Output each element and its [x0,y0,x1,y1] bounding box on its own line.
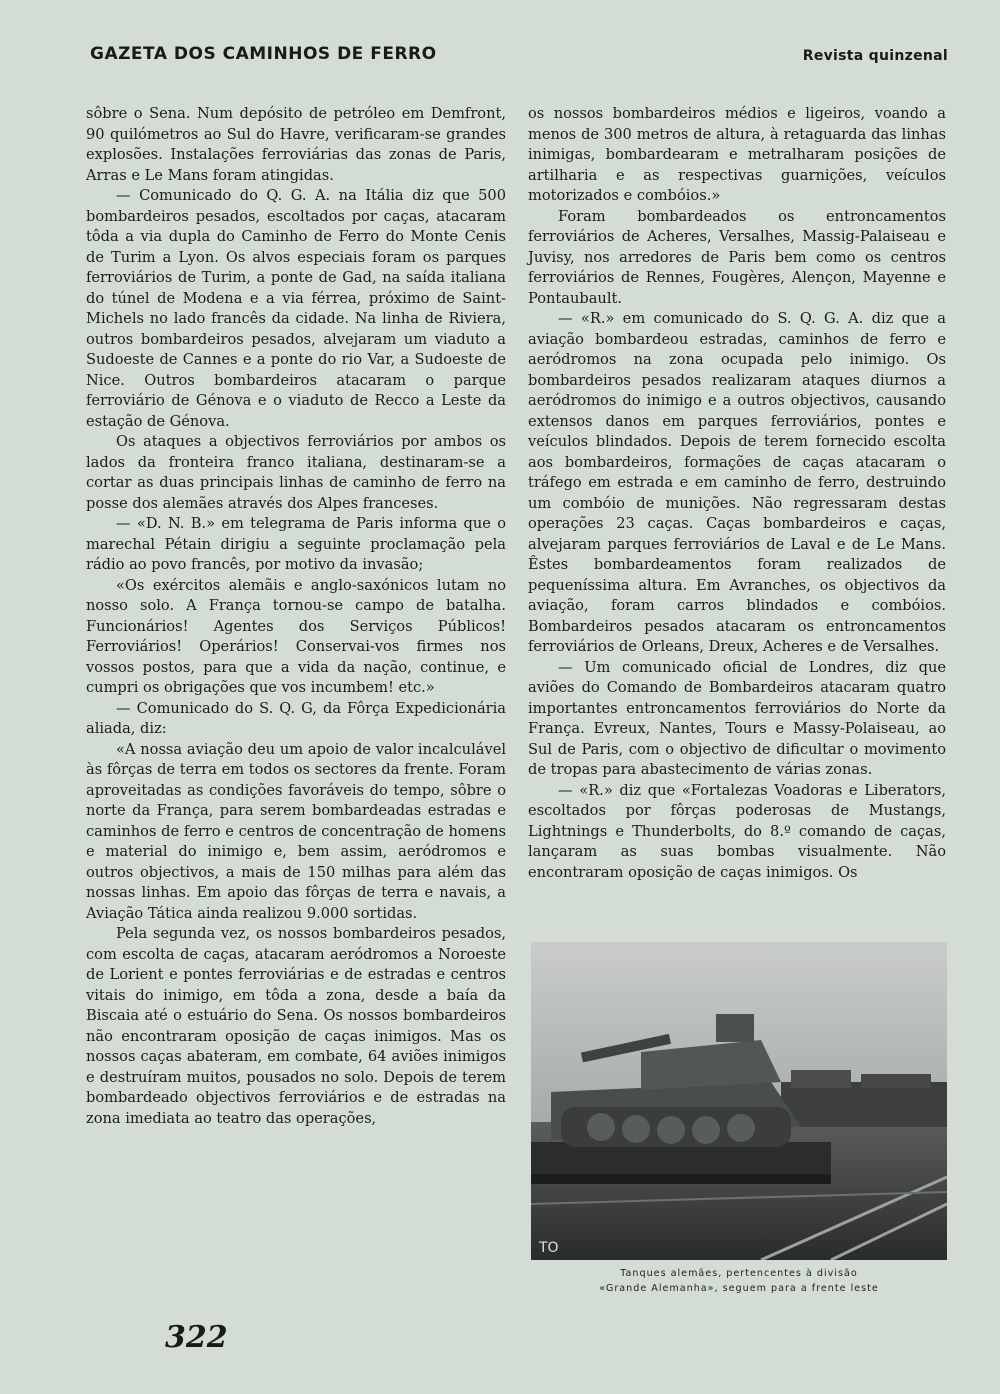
paragraph: Os ataques a objectivos ferroviários por ambos os lados da fronteira franco italiana, destinaram-se a cortar as duas principais linhas de caminho de ferro na posse dos alemães através dos Alpes franceses. [86,433,506,512]
paragraph: «A nossa aviação deu um apoio de valor incalculável às fôrças de terra em todos os sectores da frente. Foram aproveitadas as condições favoráveis do tempo, sôbre o norte da França, para serem bombardeadas estradas e caminhos de ferro e centros de concentração de homens e material do inimigo e, bem assim, aeródromos e outros objectivos, a mais de 150 milhas para além das nossas linhas. Em apoio das fôrças de terra e navais, a Aviação Tática ainda realizou 9.000 sortidas. [86,740,506,922]
photo-illustration [531,942,947,1260]
photo-caption [531,1266,947,1296]
caption-line: Tanques alemães, pertencentes à divisão [620,1268,858,1279]
tank-train-photo [531,942,947,1260]
journal-title: GAZETA DOS CAMINHOS DE FERRO [90,44,437,64]
paragraph: — Comunicado do S. Q. G, da Fôrça Expedicionária aliada, diz: [86,699,506,737]
paragraph: — «R.» em comunicado do S. Q. G. A. diz que a aviação bombardeou estradas, caminhos de ferro e aeródromos na zona ocupada pelo inimigo. Os bombardeiros pesados realizaram ataques diurnos a aeródromos do inimigo e a outros objectivos, causando extensos danos em parques ferroviários, pontes e veículos blindados. Depois de terem fornecido escolta aos bombardeiros, formações de caças atacaram o tráfego em estrada e em caminho de ferro, destruindo um combóio de munições. Não regressaram destas operações 23 caças. Caças bombardeiros e caças, alvejaram parques ferroviários de Laval e de Le Mans. Êstes bombardeamentos foram realizados de pequeníssima altura. Em Avranches, os objectivos da aviação, foram carros blindados e combóios. Bombardeiros pesados atacaram os entroncamentos ferroviários de Orleans, Dreux, Acheres e de Versalhes. [528,310,946,655]
paragraph: sôbre o Sena. Num depósito de petróleo em Demfront, 90 quilómetros ao Sul do Havre, verificaram-se grandes explosões. Instalações ferroviárias das zonas de Paris, Arras e Le Mans foram atingidas. [86,105,506,184]
journal-frequency: Revista quinzenal [802,48,948,64]
photo-watermark: TO [539,1240,559,1256]
caption-line: «Grande Alemanha», seguem para a frente leste [599,1283,879,1294]
paragraph: — «R.» diz que «Fortalezas Voadoras e Liberators, escoltados por fôrças poderosas de Mustangs, Lightnings e Thunderbolts, do 8.º comando de caças, lançaram as suas bombas visualmente. Não encontraram oposição de caças inimigos. Os [528,781,946,881]
paragraph: — «D. N. B.» em telegrama de Paris informa que o marechal Pétain dirigiu a seguinte proclamação pela rádio ao povo francês, por motivo da invasão; [86,515,506,573]
page-number: 322 [165,1320,228,1355]
paragraph: Pela segunda vez, os nossos bombardeiros pesados, com escolta de caças, atacaram aeródromos a Noroeste de Lorient e pontes ferroviárias e de estradas e centros vitais do inimigo, em tôda a zona, desde a baía da Biscaia até o estuário do Sena. Os nossos bombardeiros não encontraram oposição de caças inimigos. Mas os nossos caças abateram, em combate, 64 aviões inimigos e destruíram muitos, pousados no solo. Depois de terem bombardeado objectivos ferroviários e de estradas na zona imediata ao teatro das operações, [86,925,506,1127]
paragraph: os nossos bombardeiros médios e ligeiros, voando a menos de 300 metros de altura, à retaguarda das linhas inimigas, bombardearam e metralharam posições de artilharia e as respectivas guarnições, veículos motorizados e combóios.» [528,105,946,204]
paragraph: — Comunicado do Q. G. A. na Itália diz que 500 bombardeiros pesados, escoltados por caças, atacaram tôda a via dupla do Caminho de Ferro do Monte Cenis de Turim a Lyon. Os alvos especiais foram os parques ferroviários de Turim, a ponte de Gad, na saída italiana do túnel de Modena e a via férrea, próximo de Saint-Michels no lado francês da cidade. Na linha de Riviera, outros bombardeiros pesados, alvejaram um viaduto a Sudoeste de Cannes e a ponte do rio Var, a Sudoeste de Nice. Outros bombardeiros atacaram o parque ferroviário de Génova e o viaduto de Recco a Leste da estação de Génova. [86,187,506,430]
paragraph: Foram bombardeados os entroncamentos ferroviários de Acheres, Versalhes, Massig-Palaiseau e Juvisy, nos arredores de Paris bem como os centros ferroviários de Rennes, Fougères, Alençon, Mayenne e Pontaubault. [528,207,946,307]
right-column [528,104,946,883]
paragraph: — Um comunicado oficial de Londres, diz que aviões do Comando de Bombardeiros atacaram quatro importantes entroncamentos ferroviários do Norte da França. Evreux, Nantes, Tours e Massy-Polaiseau, ao Sul de Paris, com o objectivo de dificultar o movimento de tropas para abastecimento de várias zonas. [528,658,946,778]
left-column [86,104,506,1129]
paragraph: «Os exércitos alemãis e anglo-saxónicos lutam no nosso solo. A França tornou-se campo de batalha. Funcionários! Agentes dos Serviços Públicos! Ferroviários! Operários! Conservai-vos firmes nos vossos postos, para que a vida da nação, continue, e cumpri os obrigações que vos incumbem! etc.» [86,576,506,696]
